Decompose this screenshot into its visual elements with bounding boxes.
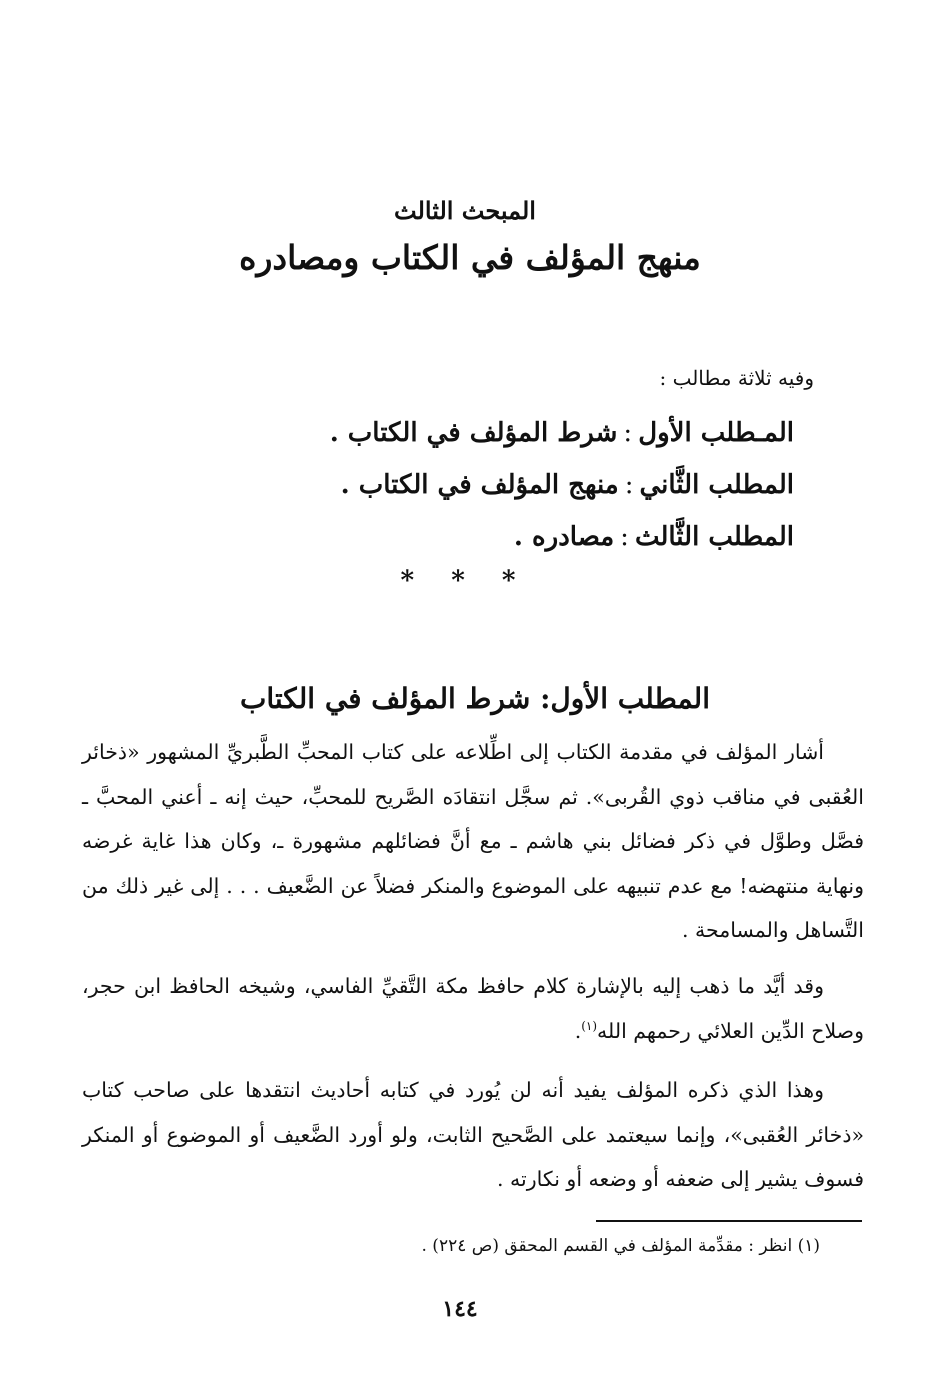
section-title: مصادره . [513, 522, 615, 552]
subsection-heading: المطلب الأول: شرط المؤلف في الكتاب [239, 682, 710, 715]
separator-colon: : [620, 522, 629, 552]
section-label: المبحث الثالث [394, 196, 536, 225]
section-title: شرط المؤلف في الكتاب . [329, 418, 618, 448]
page-number: ١٤٤ [442, 1296, 478, 1322]
intro-text: وفيه ثلاثة مطالب : [659, 366, 814, 390]
body-paragraph: أشار المؤلف في مقدمة الكتاب إلى اطِّلاعه على كتاب المحبِّ الطَّبريِّ المشهور «ذخائر العُقبى في مناقب ذوي القُربى». ثم سجَّل انتقادَه الصَّريح للمحبِّ، حيث إنه ـ أعني المحبَّ ـ فصَّل وطوَّل في ذكر فضائل بني هاشم ـ مع أنَّ فضائلهم مشهورة ـ، وكان هذا غاية غرضه ونهاية منتهضه! مع عدم تنبيهه على الموضوع والمنكر فضلاً عن الضَّعيف . . . إلى غير ذلك من التَّساهل والمسامحة . [82, 740, 864, 942]
list-item [330, 470, 794, 522]
body-paragraph: وقد أيَّد ما ذهب إليه بالإشارة كلام حافظ مكة التَّقيِّ الفاسي، وشيخه الحافظ ابن حجر، وصلاح الدِّين العلائي رحمهم الله$^{(١)}$. [82, 974, 864, 1043]
list-item [330, 418, 794, 470]
section-name: المطلب الثَّالث [634, 522, 794, 552]
paragraph-text: وقد أيَّد ما ذهب إليه بالإشارة كلام حافظ مكة التَّقيِّ الفاسي، وشيخه الحافظ ابن حجر، وصلاح الدِّين العلائي رحمهم الله [82, 974, 864, 1043]
footnote: (١) انظر : مقدِّمة المؤلف في القسم المحقق (ص ٢٢٤) . [421, 1236, 820, 1256]
section-title: منهج المؤلف في الكتاب . [340, 470, 619, 500]
separator-colon: : [624, 470, 634, 500]
body-paragraph: وهذا الذي ذكره المؤلف يفيد أنه لن يُورد في كتابه أحاديث انتقدها على صاحب كتاب «ذخائر العُقبى»، وإنما سيعتمد على الصَّحيح الثابت، ولو أورد الضَّعيف أو الموضوع أو المنكر فسوف يشير إلى ضعفه أو وضعه أو نكارته . [82, 1078, 864, 1191]
chapter-title: منهج المؤلف في الكتاب ومصادره [239, 238, 701, 277]
sections-list [330, 418, 794, 574]
section-name: المطلب الثَّاني [639, 470, 794, 500]
footnote-reference: (١) [581, 1018, 598, 1033]
separator-colon: : [623, 418, 633, 448]
asterisk-separator: * * * [400, 566, 530, 596]
footnote-divider [596, 1220, 862, 1222]
section-name: المـطلب الأول [638, 418, 794, 448]
